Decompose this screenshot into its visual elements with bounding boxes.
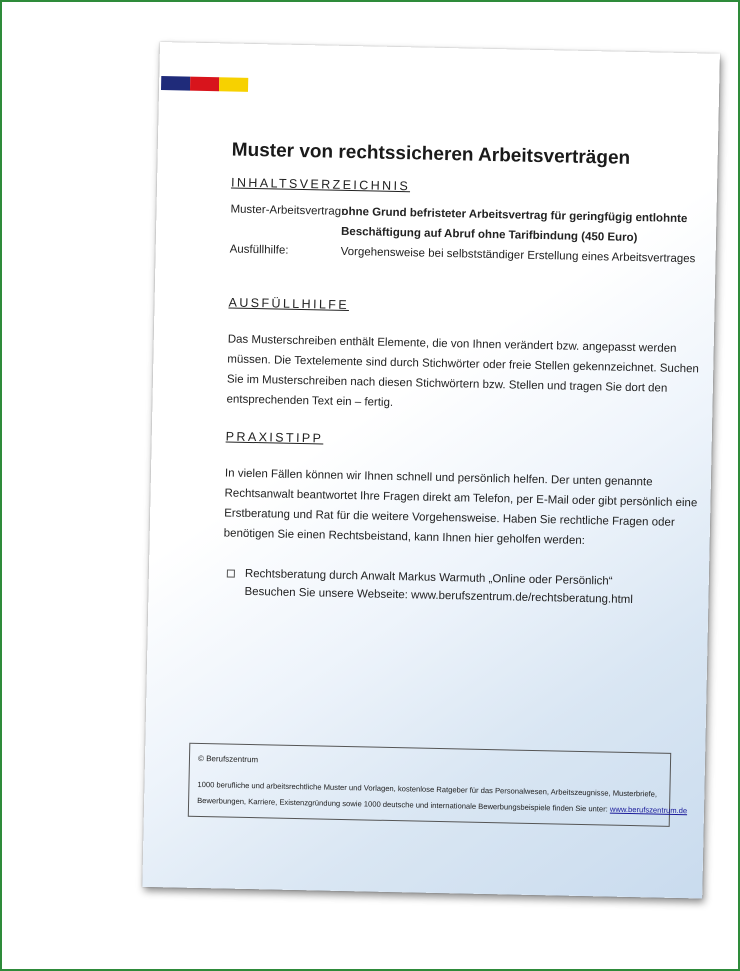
footer-box: [188, 743, 688, 827]
toc-label-ausfuellhilfe: Ausfüllhilfe:: [229, 243, 289, 257]
footer-line2-wrapper: [197, 796, 687, 815]
ausfuellhilfe-text: Das Musterschreiben enthält Elemente, die von Ihnen verändert bzw. angepasst werden müssen. Die Textelemente sind durch Stichwörter oder freie Stellen gekennzeichnet. Suchen Sie im Musterschreiben nach diesen Stichwörtern bzw. Stellen und tragen Sie dort den entsprechenden Text ein – fertig.: [226, 333, 699, 409]
color-bars-logo: [161, 76, 248, 92]
document-title: Muster von rechtssicheren Arbeitsverträgen: [231, 139, 631, 169]
yellow-bar: [219, 77, 248, 92]
checkbox-bullet-icon: [227, 569, 235, 577]
praxistipp-heading: PRAXISTIPP: [225, 429, 324, 446]
toc-label-muster: Muster-Arbeitsvertrag:: [230, 203, 345, 218]
bullet-item-rechtsberatung: [227, 568, 613, 588]
toc-heading: INHALTSVERZEICHNIS: [230, 175, 411, 194]
footer-line2: Bewerbungen, Karriere, Existenzgründung sowie 1000 deutsche und internationale Bewerbungsbeispiele finden Sie unter:: [197, 795, 608, 814]
document-page: [142, 42, 720, 899]
toc-value-muster-line2: Beschäftigung auf Abruf ohne Tarifbindung (450 Euro): [340, 225, 638, 245]
toc-value-ausfuellhilfe: Vorgehensweise bei selbstständiger Erstellung eines Arbeitsvertrages: [340, 245, 696, 266]
toc-value-muster-line1: ohne Grund befristeter Arbeitsvertrag für geringfügig entlohnte: [341, 205, 688, 226]
red-bar: [190, 77, 219, 92]
ausfuellhilfe-heading: AUSFÜLLHILFE: [228, 295, 350, 313]
bullet-text-line1: Rechtsberatung durch Anwalt Markus Warmuth „Online oder Persönlich“: [244, 567, 613, 588]
praxistipp-text: In vielen Fällen können wir Ihnen schnell und persönlich helfen. Der unten genannte Rechtsanwalt beantwortet Ihre Fragen direkt am Telefon, per E-Mail oder gibt persönlich eine Erstberatung und Rat für die weitere Vorgehensweise. Haben Sie rechtliche Fragen oder benötigen Sie einen Rechtsbeistand, kann Ihnen hier geholfen werden:: [223, 467, 698, 548]
footer-copyright: © Berufszentrum: [197, 753, 259, 765]
footer-line1: 1000 berufliche und arbeitsrechtliche Muster und Vorlagen, kostenlose Ratgeber für das Personalwesen, Arbeitszeugnisse, Musterbriefe,: [197, 779, 658, 799]
bullet-item-webseite: Besuchen Sie unsere Webseite: www.berufszentrum.de/rechtsberatung.html: [244, 585, 633, 607]
footer-link[interactable]: www.berufszentrum.de: [609, 804, 688, 816]
blue-bar: [161, 76, 190, 91]
